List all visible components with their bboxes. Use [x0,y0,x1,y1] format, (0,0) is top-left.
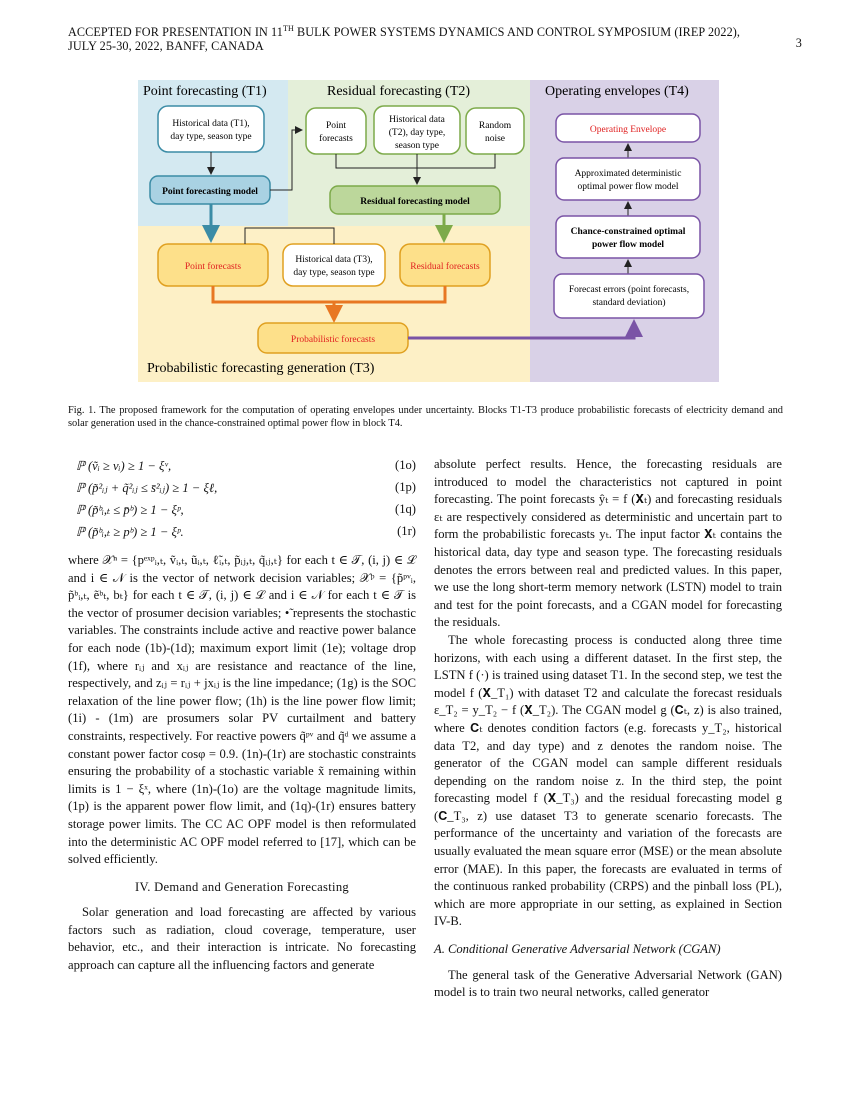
equation-1r: ℙ (p̃ᵇᵢ,ₜ ≥ pᵇ) ≥ 1 − ξᵖ. (1r) [76,524,416,539]
left-paragraph-2: Solar generation and load forecasting are affected by various factors such as radiation, cloud coverage, temperature, user behavior, etc., and their interaction is intricate. No forecasting approach can capture all the influencing factors and generate [68,905,416,973]
equation-1p: ℙ (p̃²ᵢⱼ + q̃²ᵢⱼ ≤ s̄²ᵢⱼ) ≥ 1 − ξℓ, (1p) [76,480,416,495]
svg-text:Point forecasts: Point forecasts [184,262,242,272]
t1-historical-box [158,106,264,152]
equation-1q: ℙ (p̃ᵇᵢ,ₜ ≤ p̄ᵇ) ≥ 1 − ξᵖ, (1q) [76,502,416,517]
svg-text:Historical data (T1),: Historical data (T1), [172,119,250,129]
svg-text:Random: Random [478,121,512,131]
svg-text:Point: Point [325,121,347,131]
t2-model-label: Residual forecasting model [360,197,470,207]
t2-point-box [306,108,366,154]
svg-text:Operating Envelope: Operating Envelope [589,125,667,135]
svg-text:noise: noise [484,134,506,144]
svg-text:Approximated deterministic: Approximated deterministic [574,169,682,179]
svg-text:Historical data: Historical data [389,115,445,125]
t1-title: Point forecasting (T1) [143,84,267,99]
right-column [434,456,782,1002]
svg-text:Forecast errors (point forecas: Forecast errors (point forecasts, [568,285,690,295]
svg-text:Chance-constrained optimal: Chance-constrained optimal [570,227,686,237]
subsection-heading: A. Conditional Generative Adversarial Network (CGAN) [434,942,721,957]
right-paragraph-3: The general task of the Generative Adversarial Network (GAN) model is to train two neural networks, called generator [434,967,782,1000]
t2-noise-box [466,108,524,154]
svg-text:power flow model: power flow model [591,240,665,250]
t4-errors-box [554,274,704,318]
t4-approx-box [556,158,700,200]
svg-text:forecasts: forecasts [319,134,353,144]
figure-caption: Fig. 1. The proposed framework for the computation of operating envelopes under uncertainty. Blocks T1-T3 produce probabilistic forecasts of electricity demand and solar generation used in the chance-constrained optimal power flow in block T4. [68,405,783,429]
svg-text:optimal power flow model: optimal power flow model [577,182,679,192]
t2-title: Residual forecasting (T2) [327,84,471,99]
svg-text:day type, season type: day type, season type [293,268,375,278]
svg-text:standard deviation): standard deviation) [592,298,666,308]
t3-historical-box [283,244,385,286]
t3-title: Probabilistic forecasting generation (T3) [147,361,375,376]
svg-text:(T2), day type,: (T2), day type, [388,128,446,138]
section-heading: IV. Demand and Generation Forecasting [134,879,350,894]
equation-1o: ℙ (ṽᵢ ≥ vᵢ) ≥ 1 − ξᵛ, (1o) [76,458,416,473]
right-paragraph-2: The whole forecasting process is conducted along three time horizons, with each using a different dataset. In the first step, the LSTN f (·) is trained using dataset T1. In the second step, we test the model f (𝐗_T₁) with dataset T2 and calculate the forecast residuals ε_T₂ = y_T₂ − f (𝐗_T₂). The CGAN model g (𝐂ₜ, z) is also trained, where 𝐂ₜ denotes condition factors (e.g. forecasts y_T₂, historical data T2, and day type) and z denotes the random noise. The generator of the CGAN model can sample different residuals depending on the random noise z. In the third step, the point forecasting model f (𝐗_T₃) and the residual forecasting model g (𝐂_T₃, z) use dataset T3 to generate scenario forecasts. The performance of the uncertainty and variation of the forecasts are usually evaluated the mean square error (MSE) or the mean absolute error (MAE). In this paper, the forecasts are evaluated in terms of the continuous ranked probability (CRPS) and the pinball loss (PL), which are more appropriate in our setting, as explained in Section IV-B. [434,632,782,929]
header-line-2: JULY 25-30, 2022, BANFF, CANADA [68,39,264,54]
left-column [68,552,416,975]
right-paragraph-1: absolute perfect results. Hence, the forecasting residuals are introduced to model the characteristics not captured in point forecasting. The point forecasts ŷₜ = f (𝐗ₜ) and forecasting residuals εₜ are respectively considered as deterministic and uncertain part to form the probabilistic forecasts yₜ. The input factor 𝐗ₜ contains the historical data, day type and season type. The forecasting residuals denotes the errors between real and predicted values. In this paper, we use the long short-term memory network (LSTN) model to train and test for the point forecasts, and a CGAN model for forecasting the residuals. [434,457,782,630]
left-paragraph-1: where 𝒳ⁿ = {pᵉˣᵖᵢ,ₜ, ṽᵢ,ₜ, ũᵢ,ₜ, ℓ̃ᵢ,ₜ, p̃ᵢⱼ,ₜ, q̃ᵢⱼ,ₜ} for each t ∈ 𝒯, (i, j) ∈ ℒ and i ∈ 𝒩 is the vector of network decision variables; 𝒳ᵖ = {p̃ᵖᵛᵢ, p̃ᵇᵢ,ₜ, ẽᵇₜ, bₜ} for each t ∈ 𝒯, (i, j) ∈ ℒ and i ∈ 𝒩 for each t ∈ 𝒯 is the vector of prosumer decision variables; •̃ represents the stochastic variables. The constraints include active and reactive power balance for each node (1b)-(1d); maximum export limit (1e); voltage drop (1f), where rᵢⱼ and xᵢⱼ are resistance and reactance of the line, respectively, and zᵢⱼ = rᵢⱼ + jxᵢⱼ is the line impedance; (1g) is the SOC relaxation of the line power flow; (1h) is the line power flow limit; (1i) - (1m) are prosumers solar PV curtailment and battery constraints, respectively. For reactive powers q̃ᵖᵛ and q̃ᵈ we assume a constant power factor cosφ = 0.9. (1n)-(1r) are stochastic constraints ensuring the probability of a stochastic variable x̃ remaining within limits is 1 − ξˣ, where (1n)-(1o) are the voltage magnitude limits, (1p) is the apparent power flow limit, and (1q)-(1r) ensures battery storage power limits. The CC AC OPF model is then reformulated into the deterministic AC OPF model referred to [17], which can be solved efficiently. [68,553,416,867]
t4-title: Operating envelopes (T4) [545,84,689,99]
svg-text:Historical data (T3),: Historical data (T3), [295,255,373,265]
svg-text:Residual forecasts: Residual forecasts [410,262,480,272]
header-line-1: ACCEPTED FOR PRESENTATION IN 11TH BULK POWER SYSTEMS DYNAMICS AND CONTROL SYMPOSIUM (IREP 2022), [68,24,741,40]
page-number: 3 [795,36,802,50]
svg-text:season type: season type [394,141,440,151]
svg-text:day type, season type: day type, season type [170,132,252,142]
svg-text:Probabilistic forecasts: Probabilistic forecasts [290,335,376,345]
t4-cc-box [556,216,700,258]
t1-model-label: Point forecasting model [162,187,258,197]
framework-figure [0,0,850,400]
